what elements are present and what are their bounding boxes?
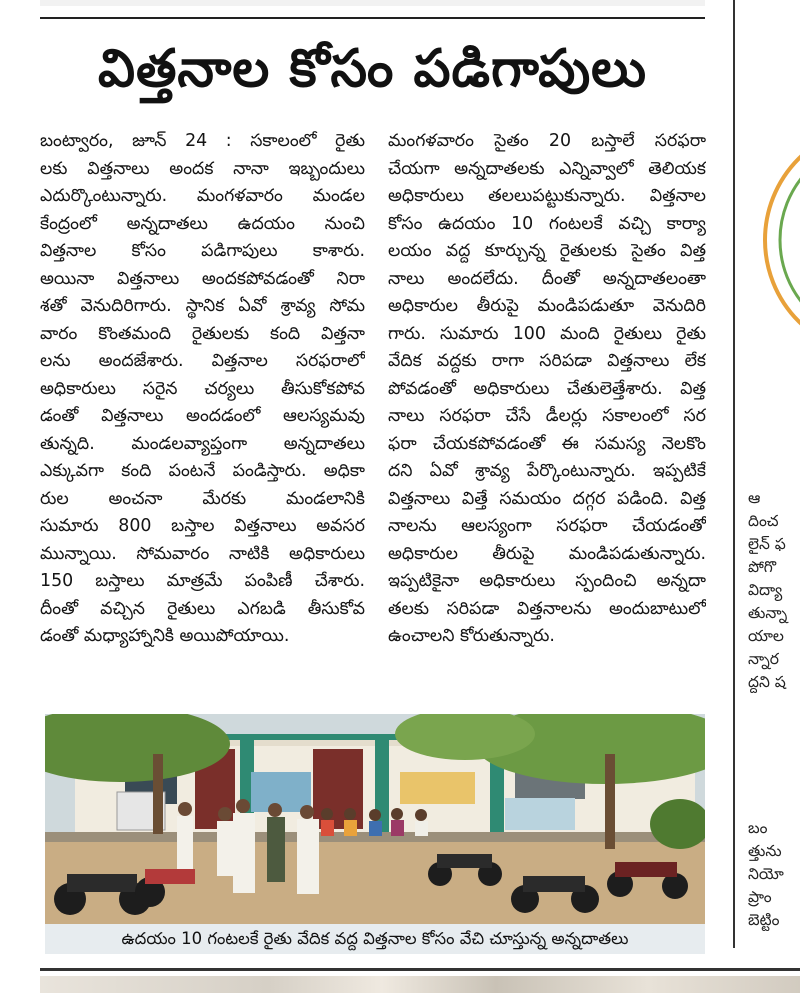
article-line: లను అందజేశారు. విత్తనాల సరఫరాలో <box>40 351 365 371</box>
article-line: అయినా విత్తనాలు అందకపోవడంతో నిరా <box>40 268 365 289</box>
adjacent-article-text-bottom <box>748 817 800 932</box>
bottom-divider <box>40 968 800 971</box>
article-line: విత్తనాలు విత్తే సమయం దగ్గర పడింది. విత్త <box>388 488 706 509</box>
side-line: యాల <box>748 627 784 645</box>
side-line: త్తును <box>748 842 782 860</box>
side-line: నియో <box>748 865 784 883</box>
article-line: దని ఏవో శ్రావ్య పేర్కొంటున్నారు. ఇప్పటికే <box>388 461 706 481</box>
article-line: నాలను ఆలస్యంగా సరఫరా చేయడంతో <box>388 516 706 536</box>
article-line: 150 బస్తాలు మాత్రమే పంపిణీ చేశారు. <box>40 571 365 591</box>
side-line: విద్యా <box>748 581 783 599</box>
article-line: అధికారుల తీరుపై మండిపడుతూ వెనుదిరి <box>388 296 706 316</box>
article-line: ఇప్పటికైనా అధికారులు స్పందించి అన్నదా <box>388 571 706 591</box>
article-column-2 <box>388 128 706 651</box>
side-line: లైన్ ఫ <box>748 535 786 553</box>
article-line: నాలు సరఫరా చేసే డీలర్లు సకాలంలో సర <box>388 406 706 426</box>
article-line: నాలు అందలేదు. దీంతో అన్నదాతలంతా <box>388 268 706 289</box>
article-line: తున్నది. మండలవ్యాప్తంగా అన్నదాతలు <box>40 433 365 454</box>
article-headline: విత్తనాల కోసం పడిగాపులు <box>97 39 648 99</box>
column-divider <box>733 0 735 948</box>
article-line: శతో వెనుదిరిగారు. స్థానిక ఏవో శ్రావ్య సోమ <box>40 296 365 316</box>
article-line: అధికారులు సరైన చర్యలు తీసుకోకపోవ <box>40 378 365 399</box>
previous-article-strip <box>40 0 705 6</box>
article-line: దీంతో వచ్చిన రైతులు ఎగబడి తీసుకోవ <box>40 598 365 619</box>
photo-caption: ఉదయం 10 గంటలకే రైతు వేదిక వద్ద విత్తనాల కోసం వేచి చూస్తున్న అన్నదాతలు <box>45 924 705 954</box>
side-line: ప్రాం <box>748 888 772 906</box>
top-divider <box>40 17 705 19</box>
article-photo <box>45 714 705 924</box>
article-line: పోవడంతో అధికారులు చేతులెత్తేశారు. విత్త <box>388 378 706 399</box>
article-line: వేదిక వద్దకు రాగా సరిపడా విత్తనాలు లేక <box>388 351 706 371</box>
article-line: కోసం ఉదయం 10 గంటలకే వచ్చి కార్యా <box>388 213 706 234</box>
article-line: లకు విత్తనాలు అందక నానా ఇబ్బందులు <box>40 158 365 179</box>
article-line: ఎక్కువగా కంది పంటనే పండిస్తారు. అధికా <box>40 461 365 481</box>
article-line: అధికారులు తలలుపట్టుకున్నారు. విత్తనాల <box>388 186 706 206</box>
article-line: మున్నాయి. సోమవారం నాటికి అధికారులు <box>40 543 365 564</box>
article-line: లయం వద్ద కూర్చున్న రైతులకు సైతం విత్త <box>388 241 706 261</box>
article-line: రుల అంచనా మేరకు మండలానికి <box>40 488 365 509</box>
article-line: ఎదుర్కొంటున్నారు. మంగళవారం మండల <box>40 186 365 206</box>
article-line: ఉంచాలని కోరుతున్నారు. <box>388 626 555 646</box>
article-line: గారు. సుమారు 100 మంది రైతులు రైతు <box>388 323 706 344</box>
article-line: వారం కొంతమంది రైతులకు కంది విత్తనా <box>40 323 365 344</box>
article-line: తలకు సరిపడా విత్తనాలను అందుబాటులో <box>388 598 706 619</box>
next-article-photo-strip <box>40 976 800 993</box>
article-line: కేంద్రంలో అన్నదాతలు ఉదయం నుంచి <box>40 213 365 234</box>
ring-graphic-icon <box>760 90 800 390</box>
article-line: డంతో మధ్యాహ్నానికి అయిపోయాయి. <box>40 626 290 646</box>
side-line: బం <box>748 819 768 837</box>
adjacent-article-graphic <box>760 90 800 390</box>
side-line: న్నార <box>748 650 779 668</box>
article-line: విత్తనాల కోసం పడిగాపులు కాశారు. <box>40 241 365 261</box>
side-line: ఆ <box>748 489 761 507</box>
adjacent-article-text-top <box>748 487 800 694</box>
side-line: తున్నా <box>748 604 788 622</box>
article-column-1 <box>40 128 365 651</box>
article-line: అధికారుల తీరుపై మండిపడుతున్నారు. <box>388 543 706 564</box>
article-line: చేయగా అన్నదాతలకు ఎన్నివ్వాలో తెలియక <box>388 158 706 179</box>
article-line: ఫరా చేయకపోవడంతో ఈ సమస్య నెలకొం <box>388 433 706 454</box>
side-line: ద్దని ష <box>748 673 786 691</box>
side-line: పోగొ <box>748 558 777 576</box>
article-line: బంట్వారం, జూన్ 24 : సకాలంలో రైతు <box>40 131 365 151</box>
article-line: సుమారు 800 బస్తాల విత్తనాలు అవసర <box>40 516 365 536</box>
side-line: బెట్టిం <box>748 911 780 929</box>
farmers-at-rythu-vedika-image <box>45 714 705 924</box>
side-line: దించ <box>748 512 779 530</box>
article-line: మంగళవారం సైతం 20 బస్తాలే సరఫరా <box>388 131 706 151</box>
article-line: డంతో విత్తనాలు అందడంలో ఆలస్యమవు <box>40 406 365 426</box>
